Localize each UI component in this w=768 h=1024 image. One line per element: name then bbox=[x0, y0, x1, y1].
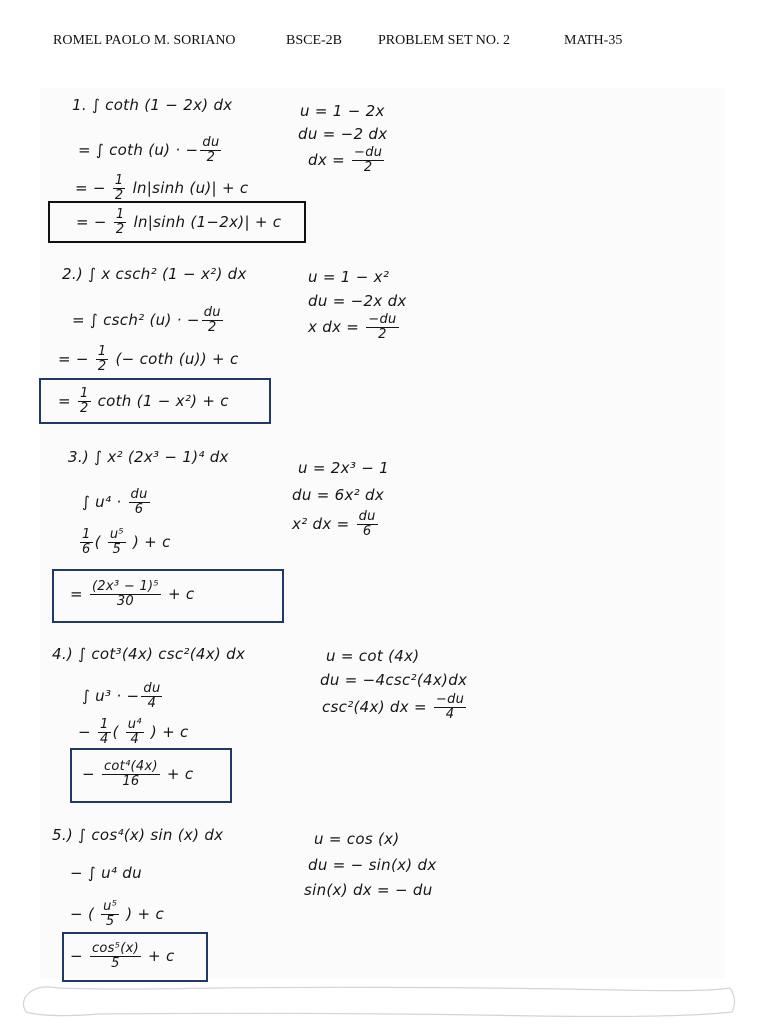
student-name: ROMEL PAOLO M. SORIANO bbox=[53, 33, 236, 48]
p2-sub-du: du = −2x dx bbox=[308, 292, 407, 310]
p5-sub-du: du = − sin(x) dx bbox=[308, 856, 437, 874]
p2-sub-xdx: x dx = $\frac{-du}{2}$ bbox=[308, 312, 397, 342]
p3-integral: 3.) ∫ x² (2x³ − 1)⁴ dx bbox=[68, 448, 229, 466]
p3-step2: $\frac{1}{6}$ ( $\frac{\text{u⁵}}{5}$ ) + c bbox=[82, 527, 171, 557]
p2-step1: = ∫ csch² (u) · − $\frac{du}{2}$ bbox=[72, 305, 221, 335]
p1-step1: = ∫ coth (u) · − $\frac{du}{2}$ bbox=[78, 135, 220, 165]
problem-set-label: PROBLEM SET NO. 2 bbox=[378, 33, 510, 48]
p2-sub-u: u = 1 − x² bbox=[308, 268, 390, 286]
p3-sub-du: du = 6x² dx bbox=[292, 486, 385, 504]
p5-sub-u: u = cos (x) bbox=[314, 830, 400, 848]
p1-integral: 1. ∫ coth (1 − 2x) dx bbox=[72, 96, 233, 114]
p4-sub-u: u = cot (4x) bbox=[326, 647, 420, 665]
p3-answer: = $\frac{\text{(2x³ − 1)⁵}}{30}$ + c bbox=[70, 579, 195, 609]
p3-sub-x2dx: x² dx = $\frac{du}{6}$ bbox=[292, 509, 376, 539]
p2-integral: 2.) ∫ x csch² (1 − x²) dx bbox=[62, 265, 247, 283]
p4-step2: − $\frac{1}{4}$ ( $\frac{\text{u⁴}}{4}$ ) + c bbox=[78, 717, 189, 747]
p1-step2: = − $\frac{1}{2}$ ln|sinh (u)| + c bbox=[75, 173, 249, 203]
p5-sub-sindx: sin(x) dx = − du bbox=[304, 881, 433, 899]
page-header bbox=[0, 33, 768, 53]
p4-sub-du: du = −4csc²(4x)dx bbox=[320, 671, 468, 689]
p5-answer: − $\frac{\text{cos⁵(x)}}{5}$ + c bbox=[70, 941, 175, 971]
p4-integral: 4.) ∫ cot³(4x) csc²(4x) dx bbox=[52, 645, 246, 663]
p2-step2: = − $\frac{1}{2}$ (− coth (u)) + c bbox=[58, 344, 239, 374]
p1-sub-du: du = −2 dx bbox=[298, 125, 388, 143]
course-label: MATH-35 bbox=[564, 33, 623, 48]
p3-step1: ∫ u⁴ · $\frac{du}{6}$ bbox=[82, 487, 148, 517]
p4-answer: − $\frac{\text{cot⁴(4x)}}{16}$ + c bbox=[82, 759, 194, 789]
p5-step1: − ∫ u⁴ du bbox=[70, 864, 142, 882]
p2-answer: = $\frac{1}{2}$ coth (1 − x²) + c bbox=[58, 386, 229, 416]
p5-step2: − ( $\frac{\text{u⁵}}{5}$ ) + c bbox=[70, 899, 165, 929]
p4-sub-csc2: csc²(4x) dx = $\frac{-du}{4}$ bbox=[322, 692, 465, 722]
paper-edge-sketch bbox=[18, 982, 738, 1022]
p3-sub-u: u = 2x³ − 1 bbox=[298, 459, 389, 477]
p1-answer: = − $\frac{1}{2}$ ln|sinh (1−2x)| + c bbox=[76, 207, 282, 237]
p1-sub-u: u = 1 − 2x bbox=[300, 102, 385, 120]
p5-integral: 5.) ∫ cos⁴(x) sin (x) dx bbox=[52, 826, 224, 844]
p4-step1: ∫ u³ · − $\frac{du}{4}$ bbox=[82, 681, 161, 711]
p1-sub-dx: dx = $\frac{-du}{2}$ bbox=[308, 145, 383, 175]
section-label: BSCE-2B bbox=[286, 33, 343, 48]
